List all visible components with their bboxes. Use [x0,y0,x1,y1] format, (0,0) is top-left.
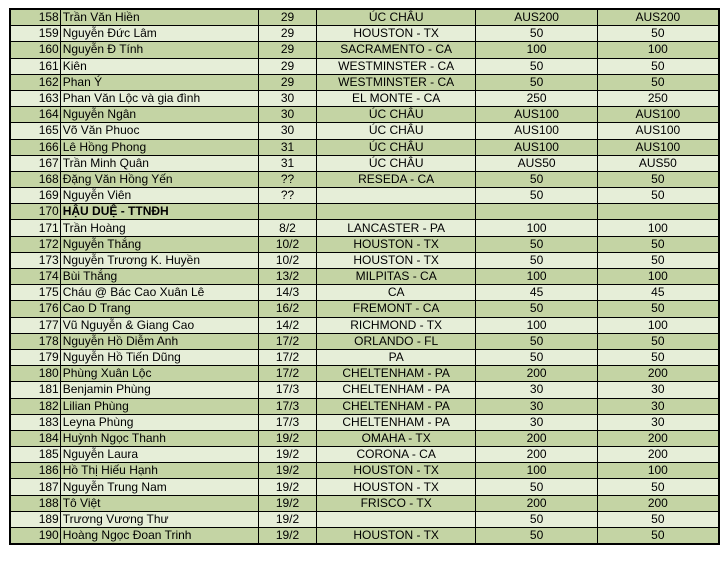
location-cell: HOUSTON - TX [316,252,476,268]
amount-received-cell: AUS50 [597,155,719,171]
location-cell: FREMONT - CA [316,301,476,317]
amount-pledged-cell: 30 [476,398,597,414]
donor-name-cell: Trần Hoàng [60,220,258,236]
donor-name-cell: Lilian Phùng [60,398,258,414]
row-number-cell: 174 [10,269,60,285]
table-row [10,123,719,139]
location-cell: FRISCO - TX [316,495,476,511]
location-cell: WESTMINSTER - CA [316,58,476,74]
donor-name-cell: Phan Ý [60,74,258,90]
location-cell: CHELTENHAM - PA [316,366,476,382]
location-cell: HOUSTON - TX [316,528,476,545]
row-number-cell: 175 [10,285,60,301]
donor-name-cell: Võ Văn Phuoc [60,123,258,139]
table-row [10,107,719,123]
group-code-cell: 19/2 [259,528,317,545]
row-number-cell: 181 [10,382,60,398]
table-row [10,188,719,204]
donor-name-cell: Kiên [60,58,258,74]
location-cell: HOUSTON - TX [316,479,476,495]
table-row [10,139,719,155]
location-cell: CORONA - CA [316,447,476,463]
table-row [10,382,719,398]
group-code-cell: 14/3 [259,285,317,301]
amount-pledged-cell: 100 [476,42,597,58]
donor-name-cell: Phan Văn Lộc và gia đình [60,90,258,106]
amount-pledged-cell: 50 [476,26,597,42]
location-cell: RICHMOND - TX [316,317,476,333]
amount-pledged-cell: AUS100 [476,139,597,155]
row-number-cell: 179 [10,349,60,365]
amount-pledged-cell: 30 [476,382,597,398]
amount-pledged-cell: AUS100 [476,107,597,123]
group-code-cell: 30 [259,107,317,123]
amount-pledged-cell: 200 [476,430,597,446]
donor-name-cell: Cao D Trang [60,301,258,317]
amount-received-cell: 250 [597,90,719,106]
table-row [10,430,719,446]
group-code-cell: 29 [259,42,317,58]
location-cell: HOUSTON - TX [316,236,476,252]
row-number-cell: 189 [10,511,60,527]
amount-pledged-cell: AUS50 [476,155,597,171]
donor-name-cell: Nguyễn Thắng [60,236,258,252]
amount-pledged-cell: 50 [476,349,597,365]
group-code-cell: 29 [259,74,317,90]
donor-name-cell: Leyna Phùng [60,414,258,430]
group-code-cell: 17/2 [259,349,317,365]
amount-pledged-cell: 200 [476,447,597,463]
donor-name-cell: Vũ Nguyễn & Giang Cao [60,317,258,333]
group-code-cell: ?? [259,188,317,204]
donor-name-cell: Nguyễn Hồ Diễm Anh [60,333,258,349]
row-number-cell: 164 [10,107,60,123]
amount-pledged-cell: 200 [476,495,597,511]
location-cell: ÚC CHÂU [316,107,476,123]
donor-name-cell: Nguyễn Trung Nam [60,479,258,495]
table-row [10,252,719,268]
amount-received-cell: 50 [597,188,719,204]
donor-name-cell: Trương Vương Thư [60,511,258,527]
table-row [10,447,719,463]
location-cell [316,511,476,527]
donor-name-cell: Benjamin Phùng [60,382,258,398]
amount-received-cell: 30 [597,398,719,414]
location-cell: ÚC CHÂU [316,139,476,155]
group-code-cell [259,204,317,220]
amount-pledged-cell: 50 [476,252,597,268]
location-cell: CHELTENHAM - PA [316,382,476,398]
amount-received-cell: 30 [597,414,719,430]
amount-received-cell: 200 [597,495,719,511]
group-code-cell: 31 [259,155,317,171]
donor-name-cell: Tô Việt [60,495,258,511]
row-number-cell: 162 [10,74,60,90]
location-cell [316,188,476,204]
amount-received-cell: 100 [597,463,719,479]
table-row [10,220,719,236]
donor-name-cell: Lê Hồng Phong [60,139,258,155]
donation-table-body [10,9,719,544]
table-row [10,285,719,301]
amount-received-cell: 100 [597,317,719,333]
table-row [10,90,719,106]
table-row [10,317,719,333]
donor-name-cell: Nguyễn Đ Tính [60,42,258,58]
row-number-cell: 172 [10,236,60,252]
location-cell: ÚC CHÂU [316,9,476,26]
group-code-cell: 17/3 [259,382,317,398]
location-cell: LANCASTER - PA [316,220,476,236]
amount-pledged-cell: 50 [476,511,597,527]
amount-pledged-cell: 100 [476,269,597,285]
donor-name-cell: Trần Văn Hiền [60,9,258,26]
donor-name-cell: HẬU DUỆ - TTNĐH [60,204,258,220]
group-code-cell: 31 [259,139,317,155]
amount-pledged-cell: 50 [476,171,597,187]
row-number-cell: 168 [10,171,60,187]
amount-received-cell: AUS100 [597,139,719,155]
amount-pledged-cell: 50 [476,528,597,545]
group-code-cell: 19/2 [259,430,317,446]
group-code-cell: 13/2 [259,269,317,285]
table-row [10,58,719,74]
group-code-cell: 17/3 [259,398,317,414]
donation-table [9,8,720,545]
row-number-cell: 182 [10,398,60,414]
row-number-cell: 180 [10,366,60,382]
group-code-cell: 29 [259,26,317,42]
row-number-cell: 190 [10,528,60,545]
table-row [10,171,719,187]
group-code-cell: 29 [259,9,317,26]
table-row [10,398,719,414]
amount-pledged-cell: 50 [476,236,597,252]
amount-received-cell: 200 [597,366,719,382]
location-cell: PA [316,349,476,365]
amount-received-cell: AUS200 [597,9,719,26]
table-row [10,511,719,527]
row-number-cell: 177 [10,317,60,333]
amount-pledged-cell: 100 [476,317,597,333]
row-number-cell: 185 [10,447,60,463]
group-code-cell: 19/2 [259,511,317,527]
row-number-cell: 178 [10,333,60,349]
table-row [10,74,719,90]
group-code-cell: ?? [259,171,317,187]
amount-received-cell: 50 [597,528,719,545]
row-number-cell: 166 [10,139,60,155]
amount-pledged-cell: 50 [476,74,597,90]
row-number-cell: 187 [10,479,60,495]
donor-name-cell: Nguyễn Viên [60,188,258,204]
table-row [10,42,719,58]
table-row [10,414,719,430]
amount-received-cell: 50 [597,236,719,252]
group-code-cell: 30 [259,90,317,106]
row-number-cell: 158 [10,9,60,26]
table-row [10,9,719,26]
location-cell: ORLANDO - FL [316,333,476,349]
group-code-cell: 17/3 [259,414,317,430]
group-code-cell: 19/2 [259,495,317,511]
group-code-cell: 17/2 [259,333,317,349]
amount-received-cell: 100 [597,42,719,58]
amount-received-cell: 200 [597,447,719,463]
amount-pledged-cell: 100 [476,463,597,479]
location-cell: MILPITAS - CA [316,269,476,285]
group-code-cell: 29 [259,58,317,74]
location-cell: OMAHA - TX [316,430,476,446]
donor-name-cell: Huỳnh Ngọc Thanh [60,430,258,446]
row-number-cell: 165 [10,123,60,139]
amount-received-cell: 50 [597,58,719,74]
amount-pledged-cell: 100 [476,220,597,236]
section-header-row [10,204,719,220]
amount-received-cell: 100 [597,269,719,285]
location-cell: SACRAMENTO - CA [316,42,476,58]
row-number-cell: 171 [10,220,60,236]
group-code-cell: 19/2 [259,479,317,495]
group-code-cell: 30 [259,123,317,139]
row-number-cell: 173 [10,252,60,268]
amount-received-cell [597,204,719,220]
amount-received-cell: 45 [597,285,719,301]
row-number-cell: 188 [10,495,60,511]
group-code-cell: 16/2 [259,301,317,317]
group-code-cell: 17/2 [259,366,317,382]
amount-received-cell: 50 [597,252,719,268]
amount-received-cell: 30 [597,382,719,398]
amount-pledged-cell [476,204,597,220]
amount-received-cell: 50 [597,479,719,495]
row-number-cell: 167 [10,155,60,171]
table-row [10,495,719,511]
amount-received-cell: 50 [597,26,719,42]
row-number-cell: 163 [10,90,60,106]
table-row [10,155,719,171]
donor-name-cell: Hoàng Ngọc Đoan Trinh [60,528,258,545]
table-row [10,236,719,252]
table-row [10,269,719,285]
donor-name-cell: Đặng Văn Hồng Yến [60,171,258,187]
location-cell: CHELTENHAM - PA [316,398,476,414]
location-cell: EL MONTE - CA [316,90,476,106]
amount-received-cell: 50 [597,74,719,90]
location-cell: CA [316,285,476,301]
amount-pledged-cell: 30 [476,414,597,430]
table-row [10,301,719,317]
amount-pledged-cell: 45 [476,285,597,301]
table-row [10,528,719,545]
amount-pledged-cell: 50 [476,479,597,495]
group-code-cell: 10/2 [259,252,317,268]
donor-name-cell: Nguyễn Hồ Tiến Dũng [60,349,258,365]
table-row [10,349,719,365]
location-cell: HOUSTON - TX [316,463,476,479]
donor-name-cell: Nguyễn Ngân [60,107,258,123]
amount-pledged-cell: 200 [476,366,597,382]
donor-name-cell: Phùng Xuân Lộc [60,366,258,382]
group-code-cell: 14/2 [259,317,317,333]
table-row [10,479,719,495]
donor-name-cell: Nguyễn Trương K. Huyền [60,252,258,268]
amount-pledged-cell: 50 [476,333,597,349]
amount-pledged-cell: 50 [476,188,597,204]
donor-name-cell: Trần Minh Quân [60,155,258,171]
amount-received-cell: 100 [597,220,719,236]
group-code-cell: 19/2 [259,463,317,479]
location-cell: RESEDA - CA [316,171,476,187]
row-number-cell: 160 [10,42,60,58]
amount-pledged-cell: 50 [476,58,597,74]
amount-received-cell: AUS100 [597,123,719,139]
row-number-cell: 161 [10,58,60,74]
amount-received-cell: 50 [597,301,719,317]
table-row [10,366,719,382]
row-number-cell: 169 [10,188,60,204]
row-number-cell: 170 [10,204,60,220]
amount-pledged-cell: 50 [476,301,597,317]
row-number-cell: 176 [10,301,60,317]
donor-name-cell: Hồ Thị Hiếu Hạnh [60,463,258,479]
amount-received-cell: 50 [597,333,719,349]
table-row [10,333,719,349]
amount-pledged-cell: AUS200 [476,9,597,26]
location-cell [316,204,476,220]
location-cell: HOUSTON - TX [316,26,476,42]
location-cell: CHELTENHAM - PA [316,414,476,430]
amount-received-cell: 50 [597,349,719,365]
table-row [10,463,719,479]
amount-pledged-cell: AUS100 [476,123,597,139]
location-cell: WESTMINSTER - CA [316,74,476,90]
location-cell: ÚC CHÂU [316,123,476,139]
amount-pledged-cell: 250 [476,90,597,106]
amount-received-cell: AUS100 [597,107,719,123]
donor-name-cell: Cháu @ Bác Cao Xuân Lê [60,285,258,301]
group-code-cell: 10/2 [259,236,317,252]
donor-name-cell: Nguyễn Laura [60,447,258,463]
amount-received-cell: 200 [597,430,719,446]
location-cell: ÚC CHÂU [316,155,476,171]
row-number-cell: 184 [10,430,60,446]
row-number-cell: 186 [10,463,60,479]
row-number-cell: 183 [10,414,60,430]
amount-received-cell: 50 [597,171,719,187]
amount-received-cell: 50 [597,511,719,527]
donor-name-cell: Nguyễn Đức Lâm [60,26,258,42]
donor-name-cell: Bùi Thắng [60,269,258,285]
table-row [10,26,719,42]
group-code-cell: 19/2 [259,447,317,463]
group-code-cell: 8/2 [259,220,317,236]
row-number-cell: 159 [10,26,60,42]
